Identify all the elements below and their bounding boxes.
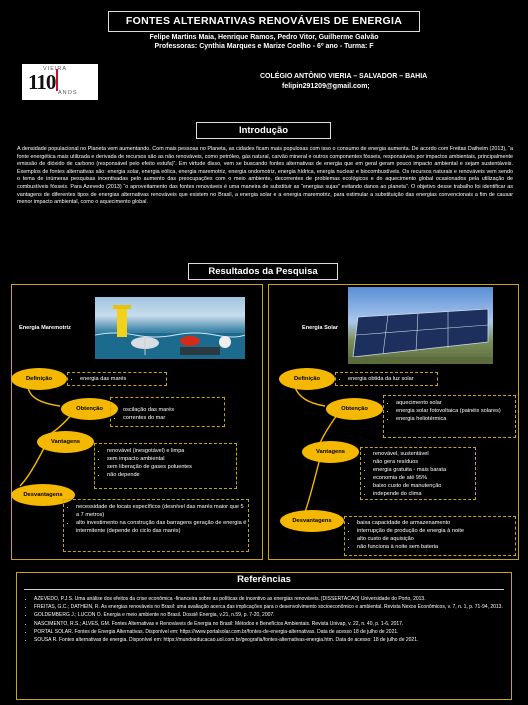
logo-years: ANOS: [58, 90, 78, 96]
list-item: • não gera resíduos: [373, 458, 475, 466]
list-item: • interrupção de produção de energia à noite: [357, 527, 515, 535]
list-item: • energia gratuita - mais barata: [373, 466, 475, 474]
reference-item: • SOUSA R. Fontes alternativas de energia. Disponível em: https://mundoeducacao.uol.com.br/geografia/fontes-alternativas-energia.htm. Data de acesso: 18 de julho de 2021.: [34, 637, 520, 644]
intro-heading: Introdução: [196, 122, 331, 139]
solar-desvantagens-oval: Desvantagens: [280, 510, 344, 532]
tidal-desvantagens-oval: Desvantagens: [11, 484, 75, 506]
tidal-desvantagens-box: [63, 499, 249, 552]
tidal-definicao-box: [67, 372, 167, 386]
solar-vantagens-oval: Vantagens: [302, 441, 359, 463]
list-item: • baixo custo de manutenção: [373, 482, 475, 490]
list-item: • energia obtida da luz solar: [348, 375, 437, 383]
list-item: • energia das marés: [80, 375, 166, 383]
tidal-obtencao-oval: Obtenção: [61, 398, 118, 420]
references-list: [20, 596, 520, 645]
poster-title: FONTES ALTERNATIVAS RENOVÁVEIS DE ENERGIA: [108, 11, 420, 32]
list-item: • aquecimento solar: [396, 399, 515, 407]
list-item: • não depende: [107, 471, 236, 479]
tidal-vantagens-oval: Vantagens: [37, 431, 94, 453]
logo-word: VIEIRA: [43, 66, 68, 72]
list-item: • renovável (inesgotável) e limpa: [107, 447, 236, 455]
tidal-vantagens-box: [94, 443, 237, 489]
teachers-line: Professoras: Cynthia Marques e Marize Coelho - 6º ano - Turma: F: [154, 43, 374, 50]
list-item: • economia de até 95%: [373, 474, 475, 482]
references-divider: [24, 589, 504, 590]
reference-item: • PORTAL SOLAR. Fontes de Energia Alternativas. Disponível em: https://www.portalsolar.com.br/fontes-de-energia-alternativas. Data de acesso 18 de julho de 2021.: [34, 629, 520, 636]
list-item: • não funciona à noite sem bateria: [357, 543, 515, 551]
solar-label: Energia Solar: [302, 325, 339, 331]
authors-names: Felipe Martins Maia, Henrique Ramos, Pedro Vitor, Guilherme Galvão: [149, 34, 379, 41]
list-item: • sem liberação de gases poluentes: [107, 463, 236, 471]
tidal-definicao-oval: Definição: [11, 368, 67, 390]
list-item: • renovável, sustentável: [373, 450, 475, 458]
list-item: • baixa capacidade de armazenamento: [357, 519, 515, 527]
solar-definicao-box: [335, 372, 438, 386]
reference-item: • FREITAS, G.C.; DATHEIN, R. As energias renováveis no Brasil: uma avaliação acerca das implicações para o desenvolvimento socioeconômico e ambiental. Revista Nexos Econômicos, v. 7, n. 1, p. 71-94, 2013.: [34, 604, 520, 611]
solar-obtencao-oval: Obtenção: [326, 398, 383, 420]
list-item: • energia heliotérmica: [396, 415, 515, 423]
tidal-label: Energia Maremotriz: [19, 325, 71, 331]
school-name: COLÉGIO ANTÔNIO VIERIA – SALVADOR – BAHIA: [260, 73, 428, 80]
solar-definicao-oval: Definição: [279, 368, 335, 390]
solar-desvantagens-box: [344, 516, 516, 556]
list-item: • alto custo de aquisição: [357, 535, 515, 543]
solar-vantagens-box: [360, 447, 476, 500]
list-item: • necessidade de locais específicos (desnível das marés maior que 5 a 7 metros): [76, 503, 248, 519]
list-item: • energia solar fotovoltaica (painéis solares): [396, 407, 515, 415]
reference-item: • GOLDEMBERG J.; LUCON O. Energia e meio ambiente no Brasil. Dossiê Energia, v.21, n.59, p. 7-20, 2007.: [34, 612, 520, 619]
intro-paragraph: A densidade populacional no Planeta vem aumentando. Com mais pessoas no Planeta, as cidades ficam mais populosas com isso o consumo de energia aumenta. De acordo com Freitas Datheim (2013), “a fonte energética mais utilizada e derivada de recursos são as não renováveis, como petróleo, gás natural, carvão mineral e outros componentes fósseis, responsáveis por impactos ambientais, principalmente emissão de dióxido de carbono (responsável pelo efeito estufa)”. Em virtude disso, vem se buscando fontes alternativas de energia que em geral geram pouco impacto ambiental e sejam sustentáveis. Exemplos de fontes alternativas são: energia solar, energia eólica, energia maremotriz, energia ondomotriz, energia hídrica, energia nuclear e biocombustíveis. Os recursos naturais e renováveis vem sendo o tema de inúmeras pesquisas incentivadas pelo aumento das preocupações com o meio ambiente, decorrentes de problemas ecológicos e do aquecimento global ocasionados pela utilização de combustíveis fósseis. Para Azevedo (2013) “o aproveitamento das fontes renováveis é uma maneira de substituir as “energias sujas” evitando danos ao planeta”. O objetivo desse trabalho foi identificar as vantagens de diferentes tipos de energias alternativas renováveis que existem no Brasil, a energia solar e a energia maremotriz, para estimular a substituição das energias convencionais a fim de causar menor impacto ambiental, como o aquecimento global.: [17, 146, 513, 206]
list-item: • alto investimento na construção das barragens geração de energia é intermitente (depende do ciclo das marés): [76, 519, 248, 535]
list-item: • independe do clima: [373, 490, 475, 498]
logo-number: 110: [28, 70, 56, 94]
reference-item: • NASCIMENTO, R.S.; ALVES, GM. Fontes Alternativas e Renováveis de Energia no Brasil: Métodos e Benefícios Ambientais. Revista Univap, v. 22, n. 40, p. 1-6, 2017.: [34, 621, 520, 628]
list-item: • oscilação das marés: [123, 406, 224, 414]
reference-item: • AZEVEDO, P.J.S. Uma análise dos efeitos da crise econômica -financeira sobre as políticas de incentivo as energias renováveis. [DISSERTACAO] Universidade do Porto, 2013.: [34, 596, 520, 603]
list-item: • correntes do mar: [123, 414, 224, 422]
list-item: • sem impacto ambiental: [107, 455, 236, 463]
solar-obtencao-box: [383, 395, 516, 438]
tidal-obtencao-box: [110, 397, 225, 427]
references-heading: Referências: [237, 574, 291, 585]
results-heading: Resultados da Pesquisa: [188, 263, 338, 280]
contact-email: felipin291209@gmail.com;: [282, 83, 370, 90]
